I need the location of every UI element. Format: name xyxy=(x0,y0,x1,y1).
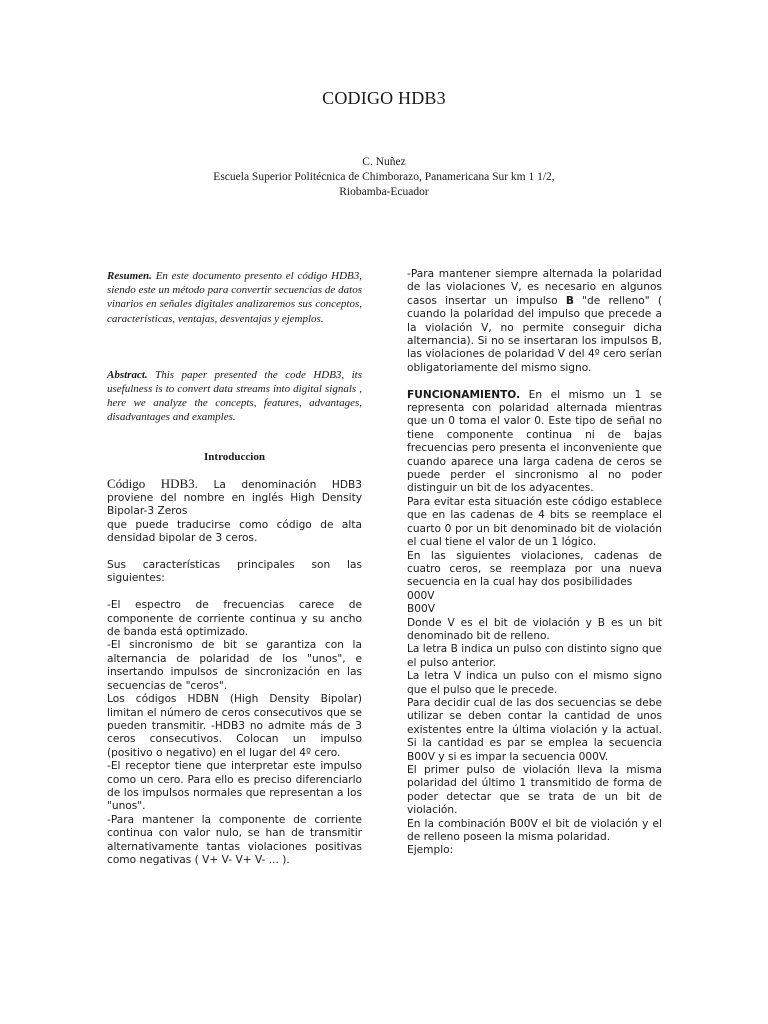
right-paragraph-7: La letra V indica un pulso con el mismo signo que el pulso que le precede. xyxy=(407,670,662,696)
resumen-label: Resumen. xyxy=(107,270,152,282)
left-column xyxy=(107,269,362,867)
intro-paragraph-5: -El sincronismo de bit se garantiza con la alternancia de polaridad de los "unos", e insertando impulsos de sincronización en las secuencias de "ceros". xyxy=(107,639,362,692)
right-paragraph-11: Ejemplo: xyxy=(407,844,454,857)
right-paragraph-1 xyxy=(407,268,662,375)
sequence-b00v: B00V xyxy=(407,603,435,616)
abstract-label: Abstract. xyxy=(107,368,148,381)
funcionamiento-text: En el mismo un 1 se representa con polaridad alternada mientras que un 0 toma el valor 0. Este tipo de señal no tiene componente continua ni de bajas frecuencias pero presenta el inconveniente que cuando aparece una larga cadena de ceros se puede perder el sincronismo al no poder distinguir un bit de los adyacentes. xyxy=(407,388,662,495)
right-paragraph-10: En la combinación B00V el bit de violación y el de relleno poseen la misma polaridad. xyxy=(407,817,662,844)
right-paragraph-8: Para decidir cual de las dos secuencias se debe utilizar se deben contar la cantidad de unos existentes entre la última violación y la actual. Si la cantidad es par se emplea la secuencia B00V y si es impar la secuencia 000V. xyxy=(407,696,662,763)
abstract-text: This paper presented the code HDB3, its usefulness is to convert data streams into digital signals , here we analyze the concepts, features, advantages, disadvantages and examples. xyxy=(107,368,362,424)
introduction-body xyxy=(107,477,362,868)
author-name: C. Nuñez xyxy=(362,156,406,168)
right-paragraph-3: Para evitar esta situación este código establece que en las cadenas de 4 bits se reemplace el cuarto 0 por un bit denominado bit de violación el cual tiene el valor de un 1 lógico. xyxy=(407,495,662,549)
right-paragraph-5: Donde V es el bit de violación y B es un bit denominado bit de relleno. xyxy=(407,616,662,642)
affiliation-line-2: Riobamba-Ecuador xyxy=(339,186,429,198)
resumen-text: En este documento presento el código HDB3, siendo este un método para convertir secuencias de datos vinarios en señales digitales analizaremos sus conceptos, características, ventajas, desventajas y ejemplos. xyxy=(107,270,362,325)
abstract-paragraph xyxy=(107,368,362,425)
right-column xyxy=(407,268,662,858)
right-paragraph-9: El primer pulso de violación lleva la misma polaridad del último 1 transmitido de forma de poder detectar que se trata de un bit de violación. xyxy=(407,764,662,817)
right-paragraph-4: En las siguientes violaciones, cadenas de cuatro ceros, se reemplaza por una nueva secuencia en la cual hay dos posibilidades xyxy=(407,549,662,589)
intro-paragraph-3: Sus características principales son las siguientes: xyxy=(107,559,362,585)
right-paragraph-1-text-b: "de relleno" ( cuando la polaridad del impulso que precede a la violación V, no permite conseguir dicha alternancia). Si no se insertaran los impulsos B, las violaciones de polaridad V del 4º cero serían obligatoriamente del mismo signo. xyxy=(407,294,662,374)
affiliation-line-1: Escuela Superior Politécnica de Chimborazo, Panamericana Sur km 1 1/2, xyxy=(213,171,555,183)
section-heading-introduccion: Introduccion xyxy=(204,450,265,463)
intro-paragraph-1-text: La denominación HDB3 proviene del nombre en inglés High Density Bipolar-3 Zeros xyxy=(107,478,362,518)
author-block xyxy=(0,155,768,200)
intro-paragraph-8: -Para mantener la componente de corriente continua con valor nulo, se han de transmitir alternativamente tantas violaciones positivas como negativas ( V+ V- V+ V- ... ). xyxy=(107,813,362,866)
intro-paragraph-2: que puede traducirse como código de alta densidad bipolar de 3 ceros. xyxy=(107,518,362,545)
funcionamiento-label: FUNCIONAMIENTO. xyxy=(407,388,521,401)
intro-paragraph-7: -El receptor tiene que interpretar este impulso como un cero. Para ello es preciso diferenciarlo de los impulsos normales que representan a los "unos". xyxy=(107,760,362,813)
intro-term: Código HDB3. xyxy=(107,475,198,491)
intro-paragraph-1 xyxy=(107,477,362,519)
right-paragraph-6: La letra B indica un pulso con distinto signo que el pulso anterior. xyxy=(407,643,662,669)
right-paragraph-1-text-a: -Para mantener siempre alternada la polaridad de las violaciones V, es necesario en algunos casos insertar un impulso xyxy=(407,268,662,307)
funcionamiento-paragraph xyxy=(407,389,662,496)
sequence-000v: 000V xyxy=(407,589,435,602)
intro-paragraph-4: -El espectro de frecuencias carece de componente de corriente continua y su ancho de banda está optimizado. xyxy=(107,599,362,639)
page-title: CODIGO HDB3 xyxy=(322,88,446,108)
impulse-b-label: B xyxy=(565,294,574,307)
resumen-paragraph xyxy=(107,269,362,326)
intro-paragraph-6: Los códigos HDBN (High Density Bipolar) limitan el número de ceros consecutivos que se pueden transmitir. -HDB3 no admite más de 3 ceros consecutivos. Colocan un impulso (positivo o negativo) en el lugar del 4º cero. xyxy=(107,693,362,759)
